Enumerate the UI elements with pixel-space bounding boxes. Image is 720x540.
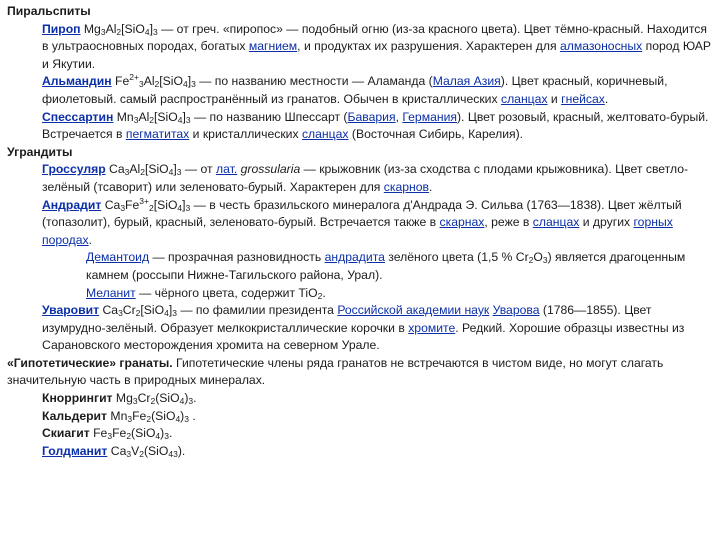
paragraph-pyrope: Пироп $Mg_3Al_2[SiO_4]_3$ — от греч. «пиропос» — подобный огню (из-за красного цвета). Цвет тёмно-красный. Находится в ультраосновных породах, богатых магнием, и продуктах их разрушения. Характерен для алмазоносных пород ЮАР и Якутии. (42, 21, 711, 71)
paragraph-goldmanite (7, 443, 715, 461)
link-demantoid[interactable]: Демантоид (86, 250, 150, 265)
link-pegmatites[interactable]: пегматитах (125, 127, 190, 142)
link-andradite-2[interactable]: андрадита (324, 250, 385, 265)
document-page (7, 3, 715, 460)
formula-andradite: $Ca_3Fe^{3+}_2[SiO_4]_3$ (104, 195, 191, 213)
paragraph-spessartine: Спессартин $Mn_3Al_2[SiO_4]_3$ — по названию Шпессарт (Бавария, Германия). Цвет розовый, красный, желтовато-бурый. Встречается в пегматитах и кристаллических сланцах (Восточная Сибирь, Карелия). (42, 109, 709, 142)
formula-skiagite: $Fe_3Fe_2(SiO_4)_3$. (93, 426, 173, 442)
section-heading-ugrandites: Уграндиты (7, 144, 73, 159)
hypothetical-heading: «Гипотетические» гранаты. (7, 355, 173, 370)
link-pyrope[interactable]: Пироп (42, 21, 81, 36)
formula-grossular: $Ca_3Al_2[SiO_4]_3$ (109, 162, 182, 178)
link-bavaria[interactable]: Бавария (347, 109, 396, 124)
link-andradite[interactable]: Андрадит (42, 197, 102, 212)
link-schists[interactable]: сланцах (500, 91, 548, 106)
link-diamondiferous[interactable]: алмазоносных (559, 39, 643, 54)
link-magnesium[interactable]: магнием (248, 39, 298, 54)
paragraph-andradite: Андрадит $Ca_3Fe^{3+}_2[SiO_4]_3$ — в честь бразильского минералога д'Андрада Э. Сильва (1763—1838). Цвет жёлтый (топазолит), бурый, красный, зеленовато-бурый. Встречается также в скарнах, реже в сланцах и других горных породах. (42, 195, 682, 247)
paragraph-hypothetical: «Гипотетические» гранаты. Гипотетические члены ряда гранатов не встречаются в чистом виде, но могут слагать значительную часть в природных минералах. (7, 355, 664, 388)
formula-calderite: $Mn_3Fe_2(SiO_4)_3$ . (110, 408, 196, 424)
formula-goldmanite: $Ca_3V_2(SiO_{43})$. (110, 443, 186, 459)
link-germany[interactable]: Германия (402, 109, 457, 124)
link-melanite[interactable]: Меланит (86, 285, 136, 300)
paragraph-demantoid: Демантоид — прозрачная разновидность андрадита зелёного цвета (1,5 % $Cr_2O_3$) является драгоценным камнем (россыпи Нижне-Тагильского района, Урал). (86, 250, 686, 282)
link-asia-minor[interactable]: Малая Азия (432, 74, 501, 89)
paragraph-uvarovite: Уваровит $Ca_3Cr_2[SiO_4]_3$ — по фамилии президента Российской академии наук Уварова (1786—1855). Цвет изумрудно-зелёный. Образует мелкокристаллические корочки в хромите. Редкий. Хорошие образцы известны из Сарановского месторождения хромита на северном Урале. (42, 303, 685, 353)
link-latin[interactable]: лат. (215, 162, 238, 177)
formula-knorringite: $Mg_3Cr_2(SiO_4)_3$. (115, 391, 197, 407)
paragraph-calderite (7, 408, 715, 426)
paragraph-grossular: Гроссуляр $Ca_3Al_2[SiO_4]_3$ — от лат. grossularia — крыжовник (из-за сходства с плодами крыжовника). Цвет светло-зелёный (тсаворит) или зеленовато-бурый. Характерен для скарнов. (42, 162, 689, 194)
name-skiagite: Скиагит (42, 426, 90, 441)
link-academy[interactable]: Российской академии наук (337, 303, 490, 318)
link-spessartine[interactable]: Спессартин (42, 109, 114, 124)
paragraph-skiagite (7, 425, 715, 443)
latin-word: grossularia (240, 162, 301, 177)
link-uvarov[interactable]: Уварова (492, 303, 540, 318)
link-almandine[interactable]: Альмандин (42, 74, 112, 89)
link-gneisses[interactable]: гнейсах (561, 91, 605, 106)
paragraph-melanite: Меланит — чёрного цвета, содержит TiO$_2$. (86, 285, 326, 301)
link-schists-3[interactable]: сланцах (532, 215, 580, 230)
link-schists-2[interactable]: сланцах (301, 127, 349, 142)
paragraph-knorringite (7, 390, 715, 408)
link-skarns[interactable]: скарнов (383, 179, 430, 194)
formula-pyrope: $Mg_3Al_2[SiO_4]_3$ (83, 21, 158, 37)
paragraph-almandine: Альмандин $Fe^{2+}_3Al_2[SiO_4]_3$ — по названию местности — Аламанда (Малая Азия). Цвет красный, коричневый, фиолетовый. самый распространённый из гранатов. Обычен в кристаллических сланцах и гнейсах. (42, 72, 668, 106)
link-skarns-2[interactable]: скарнах (439, 215, 485, 230)
name-calderite: Кальдерит (42, 408, 108, 423)
formula-spessartine: $Mn_3Al_2[SiO_4]_3$ (116, 109, 191, 125)
formula-uvarovite: $Ca_3Cr_2[SiO_4]_3$ (102, 303, 177, 319)
link-uvarovite[interactable]: Уваровит (42, 303, 100, 318)
link-rocks[interactable]: горных породах (42, 215, 673, 247)
name-knorringite: Кноррингит (42, 391, 113, 406)
link-grossular[interactable]: Гроссуляр (42, 162, 106, 177)
link-goldmanite[interactable]: Голдманит (42, 443, 108, 458)
formula-almandine: $Fe^{2+}_3Al_2[SiO_4]_3$ (115, 72, 196, 90)
section-heading-pyralspites: Пиральспиты (7, 4, 91, 18)
link-chromite[interactable]: хромите (408, 320, 456, 335)
